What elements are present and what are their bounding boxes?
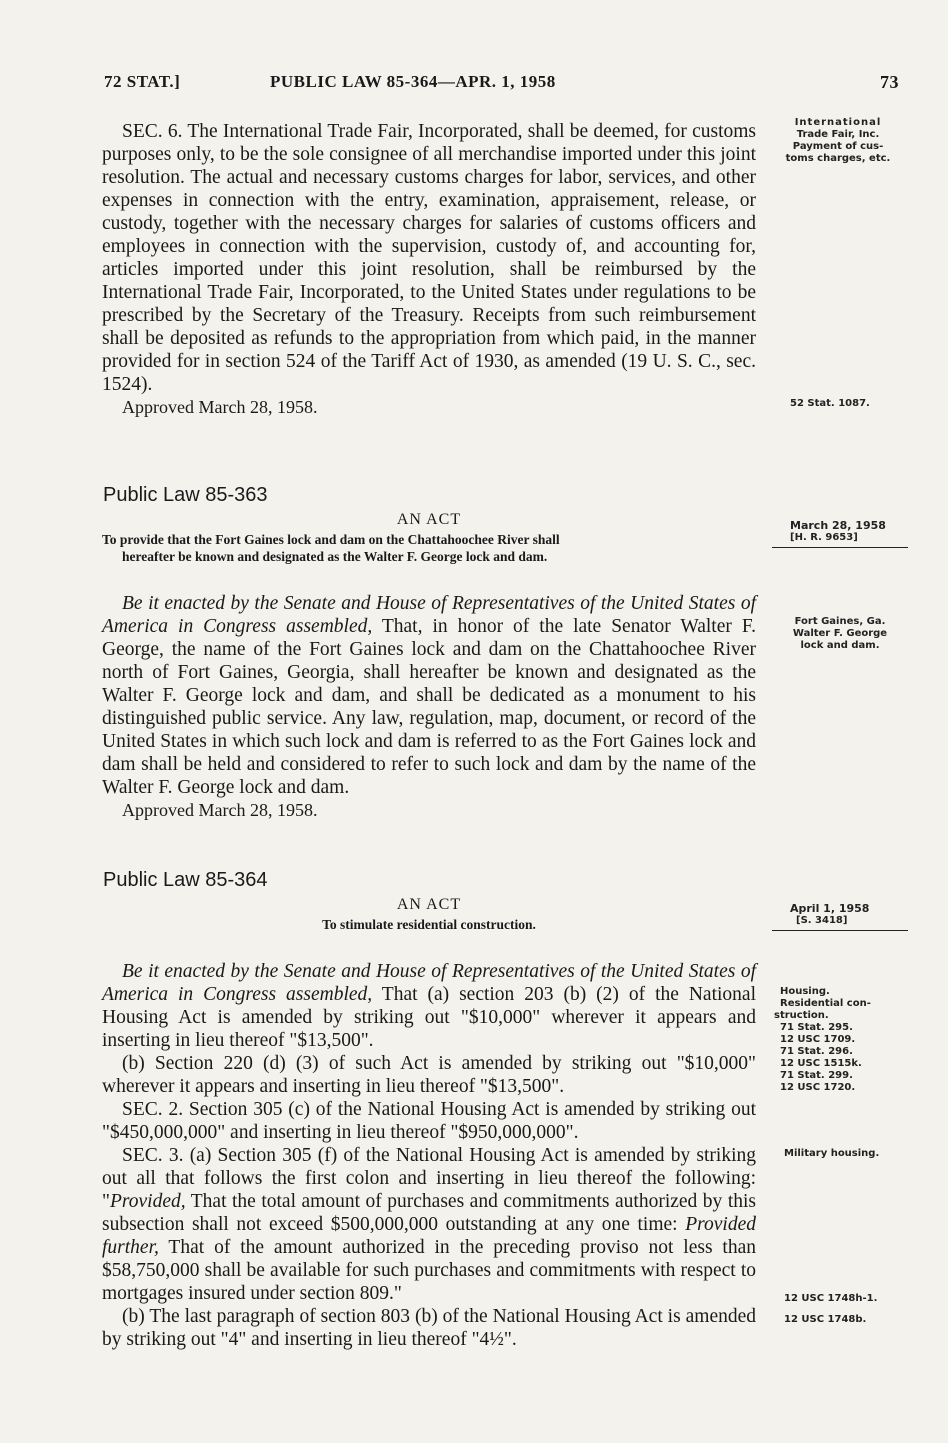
law-364-para-1-text: That (a) section 203 (b) (2) of the National Housing Act is amended by striking out "$10,000" wherever it appears and inserting in lieu thereof "$13,500". <box>102 984 756 1051</box>
margin-note-line: 71 Stat. 299. <box>780 1070 853 1081</box>
margin-note-line: April 1, 1958 <box>790 902 870 915</box>
act-purpose-1-line2: hereafter be known and designated as the Walter F. George lock and dam. <box>122 549 548 564</box>
margin-note-line: 12 USC 1709. <box>780 1034 856 1045</box>
law-364-body <box>102 960 756 1351</box>
margin-note-fort-gaines <box>772 616 908 652</box>
law-363-body <box>102 592 756 821</box>
margin-rule-1 <box>772 547 908 548</box>
enacting-clause-2: Be it enacted by the Senate and House of Representatives of the United States of America in Congress assembled, <box>102 961 756 1005</box>
an-act-heading-2: AN ACT <box>396 896 462 913</box>
margin-note-line: Fort Gaines, Ga. <box>794 616 886 627</box>
public-law-85-363-title: Public Law 85-363 <box>103 484 268 506</box>
law-363-text <box>102 592 756 799</box>
sec-3a-part1: SEC. 3. (a) Section 305 (f) of the National Housing Act is amended by striking out all that follows the first colon and inserting in lieu thereof the following: " <box>102 1145 756 1212</box>
margin-rule-2 <box>772 930 908 931</box>
margin-note-trade-fair <box>772 117 904 165</box>
margin-note-line: Trade Fair, Inc. <box>796 129 880 140</box>
margin-note-usc-1748b: 12 USC 1748b. <box>784 1314 867 1325</box>
law-364-para-2: (b) Section 220 (d) (3) of such Act is amended by striking out "$10,000" wherever it appears and inserting in lieu thereof "$13,500". <box>102 1053 756 1097</box>
public-law-85-364-title: Public Law 85-364 <box>103 869 268 891</box>
margin-note-line: Housing. <box>780 986 830 997</box>
enacting-clause-1: Be it enacted by the Senate and House of Representatives of the United States of America in Congress assembled, <box>102 593 756 637</box>
margin-note-line: struction. <box>774 1010 829 1021</box>
approved-date-2: Approved March 28, 1958. <box>122 800 318 820</box>
act-purpose-1-line1: To provide that the Fort Gaines lock and dam on the Chattahoochee River shall <box>102 532 560 547</box>
margin-note-housing <box>774 986 920 1094</box>
sec-3a-part3: That of the amount authorized in the preceding proviso not less than $58,750,000 shall be available for such purchases and commitments with respect to mortgages insured under section 809." <box>102 1237 756 1304</box>
margin-note-april-1 <box>790 903 930 927</box>
law-364-sec-3b: (b) The last paragraph of section 803 (b) of the National Housing Act is amended by striking out "4" and inserting in lieu thereof "4½". <box>102 1306 756 1350</box>
margin-note-line: Payment of cus- <box>792 141 884 152</box>
margin-note-line: Walter F. George <box>792 628 888 639</box>
margin-note-line: 12 USC 1720. <box>780 1082 856 1093</box>
approved-date-1: Approved March 28, 1958. <box>122 397 318 417</box>
an-act-heading-1: AN ACT <box>396 511 462 528</box>
law-364-para-1 <box>102 960 756 1052</box>
section-6-text: SEC. 6. The International Trade Fair, Incorporated, shall be deemed, for customs purposes only, to be the sole consignee of all merchandise imported under this joint resolution. The actual and necessary customs charges for labor, services, and other expenses in connection with the entry, examination, appraisement, release, or custody, together with the necessary charges for salaries of customs officers and employees in connection with the supervision, custody of, and accounting for, articles imported under this joint resolution, shall be reimbursed by the International Trade Fair, Incorporated, to the United States under regulations to be prescribed by the Secretary of the Treasury. Receipts from such reimbursement shall be deposited as refunds to the appropriation from which paid, in the manner provided for in section 524 of the Tariff Act of 1930, as amended (19 U. S. C., sec. 1524). <box>102 121 756 395</box>
law-363-body-text: That, in honor of the late Senator Walter F. George, the name of the Fort Gaines lock and dam on the Chattahoochee River north of Fort Gaines, Georgia, shall hereafter be known and designated as the Walter F. George lock and dam, and shall be dedicated as a monument to his distinguished public service. Any law, regulation, map, document, or record of the United States in which such lock and dam is referred to as the Fort Gaines lock and dam shall be held and considered to refer to such lock and dam by the name of the Walter F. George lock and dam. <box>102 616 756 798</box>
margin-note-line: lock and dam. <box>800 640 880 651</box>
margin-note-line: International <box>794 117 882 128</box>
provided-further-italic: Provided further, <box>102 1214 756 1258</box>
sec-3a-part2: That the total amount of purchases and commitments authorized by this subsection shall not exceed $500,000,000 outstanding at any one time: <box>102 1191 756 1235</box>
page-number: 73 <box>880 72 899 92</box>
margin-note-line: Residential con- <box>780 998 871 1009</box>
header-title: PUBLIC LAW 85-364—APR. 1, 1958 <box>270 72 556 91</box>
margin-note-line: 71 Stat. 295. <box>780 1022 853 1033</box>
margin-note-usc-1748h: 12 USC 1748h-1. <box>784 1293 878 1304</box>
section-6 <box>102 120 756 418</box>
header-volume: 72 STAT.] <box>104 72 181 91</box>
margin-note-line: March 28, 1958 <box>790 519 886 532</box>
provided-italic: Provided, <box>109 1191 186 1212</box>
margin-note-line: [S. 3418] <box>796 915 848 926</box>
law-364-sec-3a <box>102 1144 756 1305</box>
margin-note-line: 71 Stat. 296. <box>780 1046 853 1057</box>
margin-note-stat-1087: 52 Stat. 1087. <box>790 398 870 409</box>
margin-note-line: [H. R. 9653] <box>790 532 858 543</box>
margin-note-line: 12 USC 1515k. <box>780 1058 862 1069</box>
law-364-sec-2: SEC. 2. Section 305 (c) of the National Housing Act is amended by striking out "$450,000,000" and inserting in lieu thereof "$950,000,000". <box>102 1099 756 1143</box>
margin-note-line: toms charges, etc. <box>785 153 891 164</box>
margin-note-military-housing: Military housing. <box>784 1148 880 1159</box>
act-purpose-2: To stimulate residential construction. <box>322 917 536 932</box>
act-purpose-1 <box>102 531 756 565</box>
margin-note-march-28 <box>790 520 930 544</box>
